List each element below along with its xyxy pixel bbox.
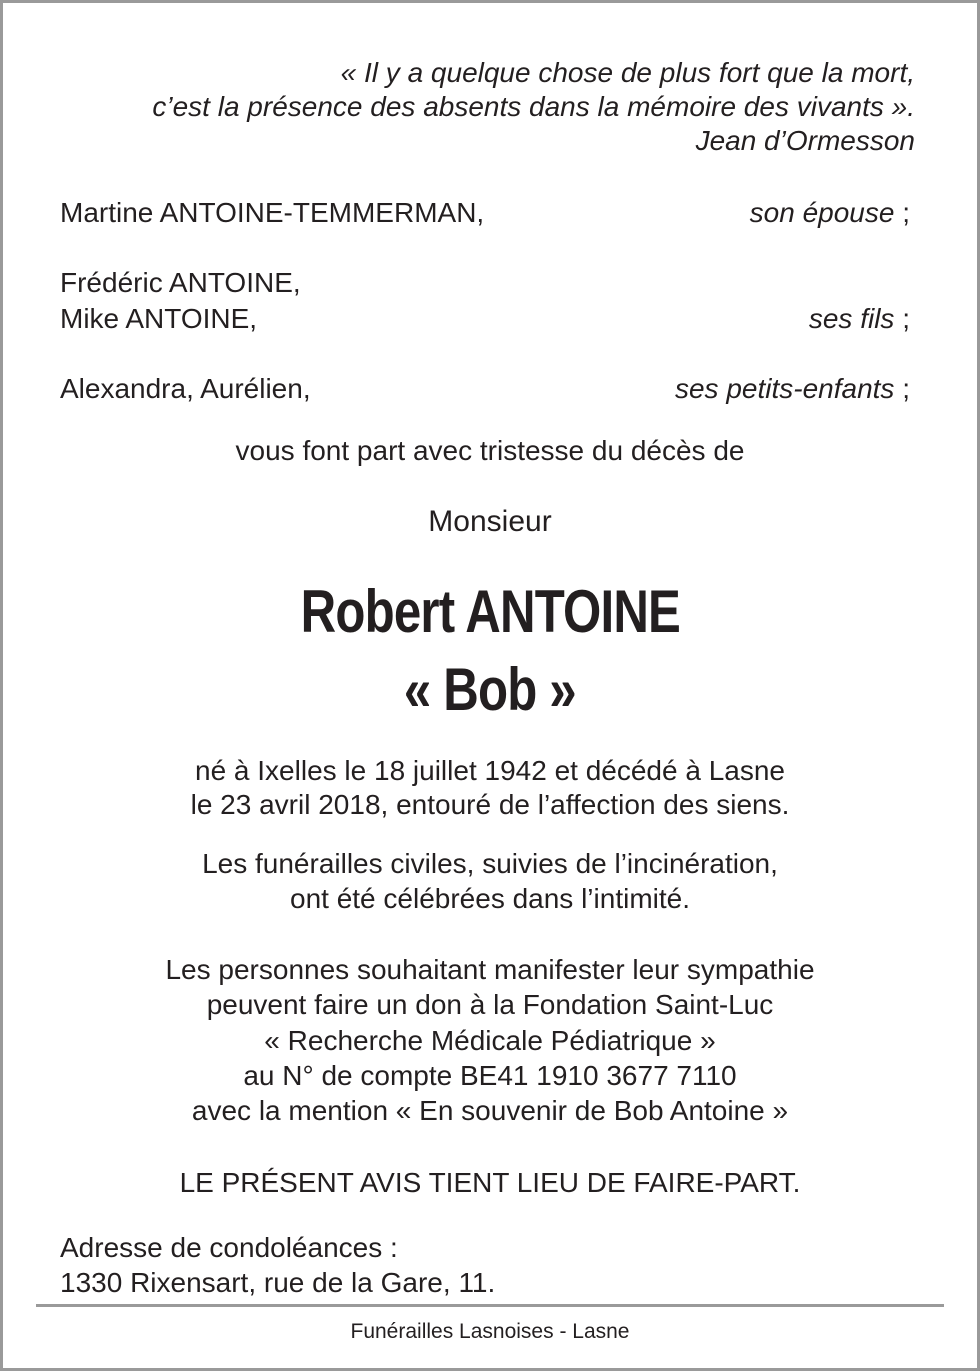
- birth-death-line: le 23 avril 2018, entouré de l’affection des siens.: [190, 789, 790, 820]
- funeral-line: Les funérailles civiles, suivies de l’incinération,: [202, 848, 778, 879]
- deceased-name: Robert ANTOINE: [300, 578, 680, 645]
- family-name: Alexandra, Aurélien,: [60, 373, 311, 404]
- notice-statement: LE PRÉSENT AVIS TIENT LIEU DE FAIRE-PART.: [179, 1167, 801, 1198]
- divider: [36, 1304, 944, 1307]
- family-name: Mike ANTOINE,: [60, 303, 258, 334]
- family-relation: ses petits-enfants ;: [674, 373, 910, 404]
- honorific: Monsieur: [428, 505, 552, 538]
- quote-line-1: « Il y a quelque chose de plus fort que la mort,: [340, 57, 915, 88]
- donation-line: avec la mention « En souvenir de Bob Antoine »: [191, 1095, 789, 1126]
- family-relation: son épouse ;: [749, 197, 910, 228]
- funeral-line: ont été célébrées dans l’intimité.: [290, 883, 690, 914]
- family-relation: ses fils ;: [808, 303, 910, 334]
- funeral-home: Funérailles Lasnoises - Lasne: [350, 1320, 630, 1343]
- announcement: vous font part avec tristesse du décès de: [235, 435, 745, 466]
- deceased-nickname: « Bob »: [404, 656, 576, 723]
- donation-line: « Recherche Médicale Pédiatrique »: [264, 1025, 716, 1056]
- donation-line: Les personnes souhaitant manifester leur sympathie: [165, 954, 815, 985]
- donation-line: peuvent faire un don à la Fondation Saint-Luc: [206, 989, 774, 1020]
- quote-line-2: c’est la présence des absents dans la mémoire des vivants ».: [152, 91, 915, 122]
- family-name: Martine ANTOINE-TEMMERMAN,: [60, 197, 485, 228]
- birth-death-line: né à Ixelles le 18 juillet 1942 et décédé à Lasne: [195, 755, 785, 786]
- condolences-address: 1330 Rixensart, rue de la Gare, 11.: [60, 1267, 496, 1298]
- condolences-label: Adresse de condoléances :: [60, 1232, 398, 1263]
- family-name: Frédéric ANTOINE,: [60, 267, 301, 298]
- quote-author: Jean d’Ormesson: [695, 125, 915, 156]
- donation-line: au N° de compte BE41 1910 3677 7110: [243, 1060, 737, 1091]
